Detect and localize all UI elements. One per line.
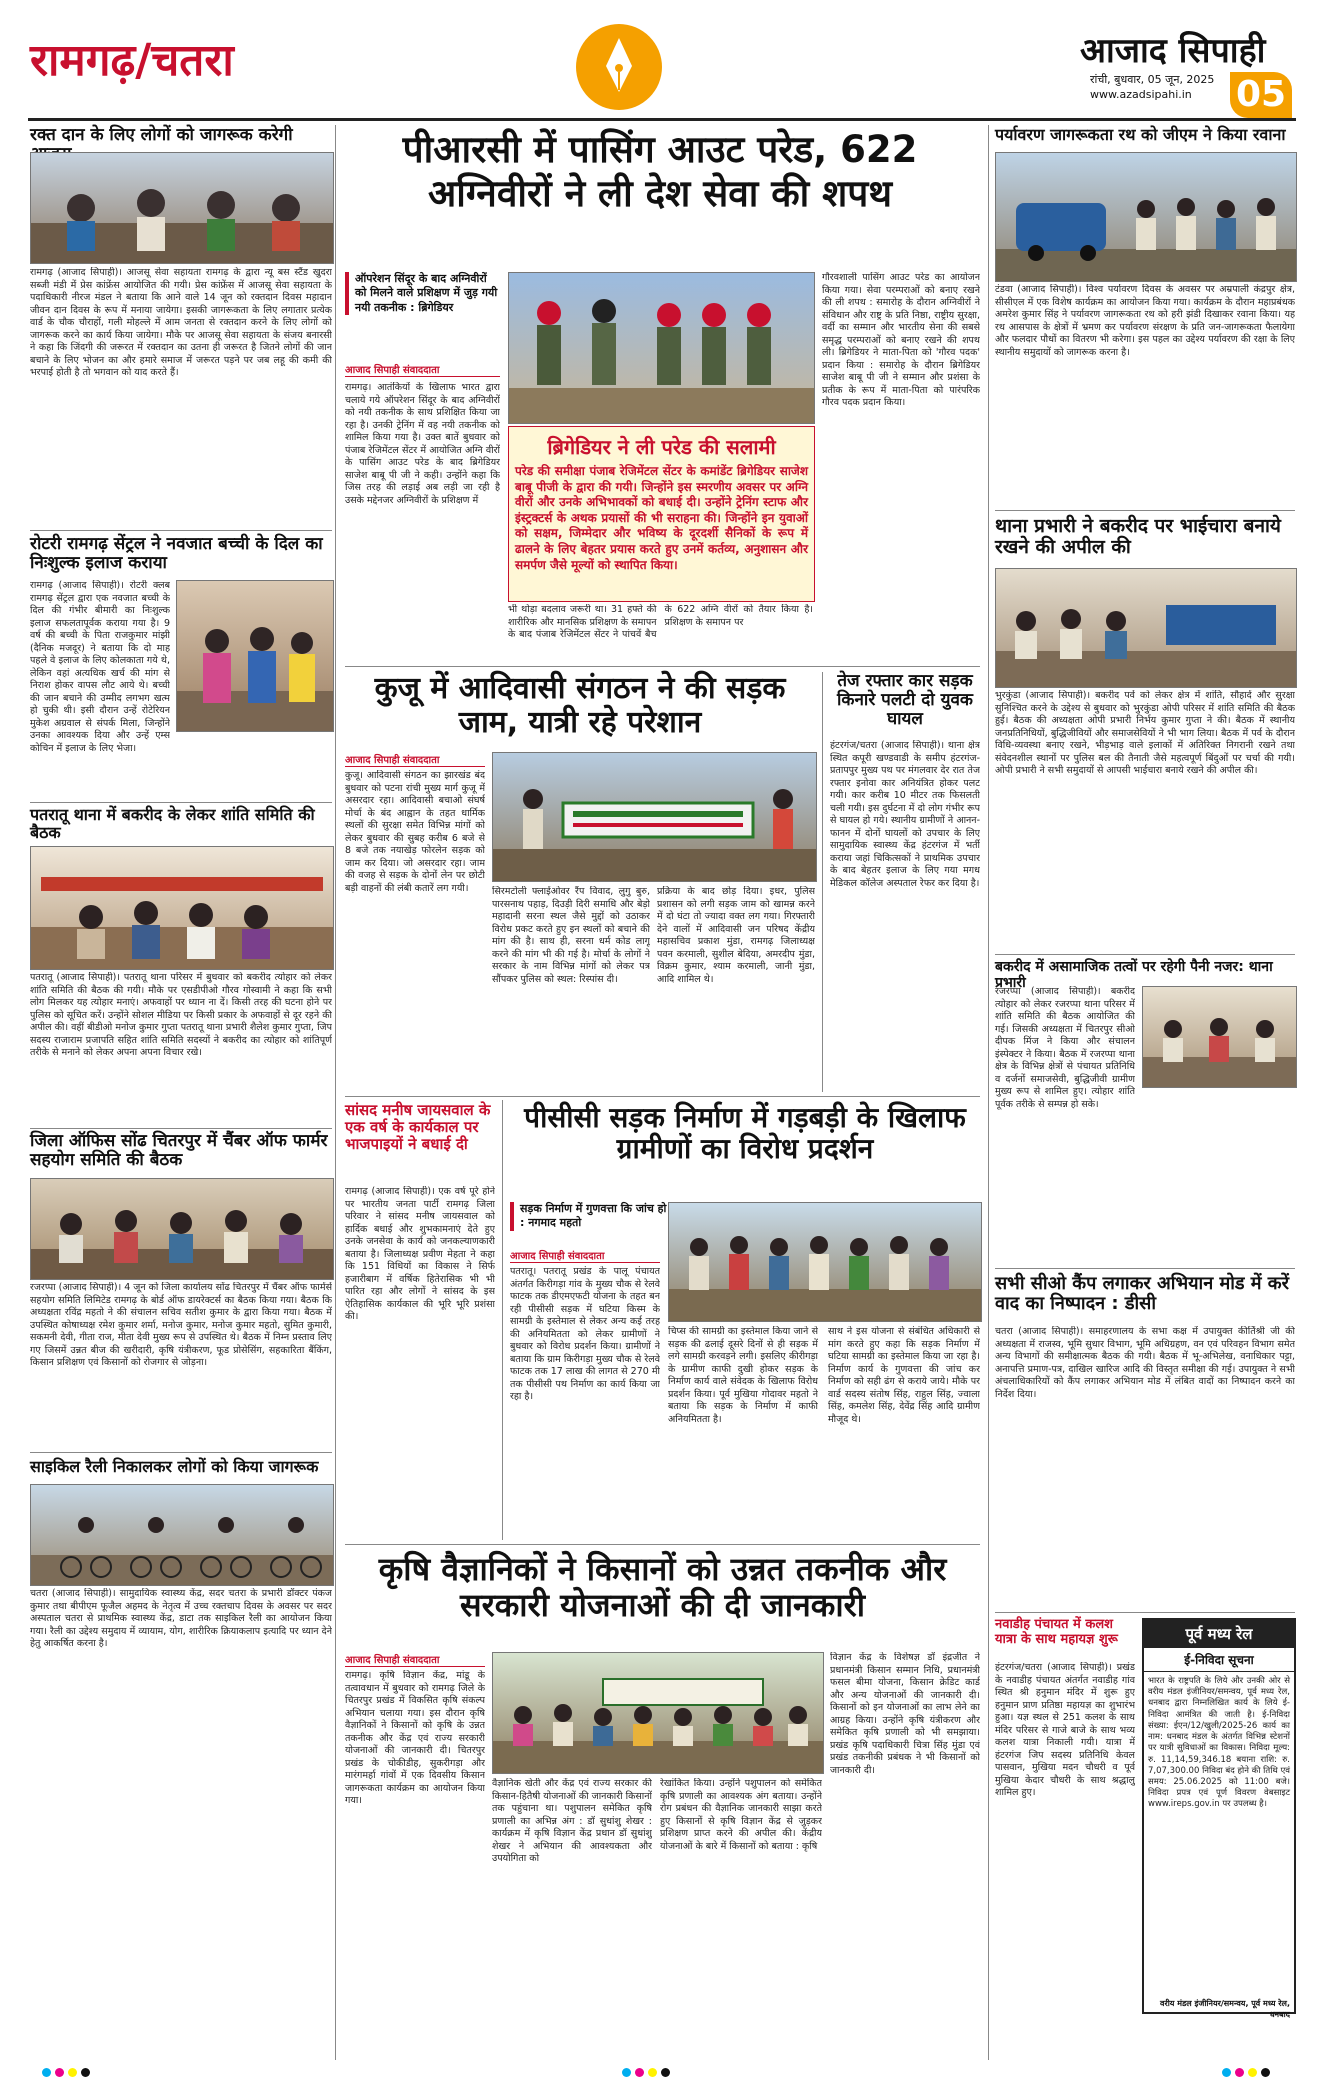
pcc-body-1: पतरातू। पतरातू प्रखंड के पालू पंचायत अंतर्गत किरीगड़ा गांव के मुख्य चौक से रेलवे फाटक तक डीएमएफटी योजना के तहत बन रही पीसीसी सड़क में घटिया किस्म के सामग्री के इस्तेमाल से लेकर अन्य कई तरह की अनियमितता को लेकर ग्रामीणों ने बुधवार को विरोध प्रदर्शन किया। ग्रामीणों ने बताया कि ग्राम किरीगड़ा मुख्य चौक से रेलवे फाटक तक 17 लाख की लागत से 270 मी तक पीसीसी पथ निर्माण का कार्य किया जा रहा है। [510,1266,660,1403]
col1-s5-body: चतरा (आजाद सिपाही)। सामुदायिक स्वास्थ्य केंद्र, सदर चतरा के प्रभारी डॉक्टर पंकज कुमार तथा बीपीएम फूजैल अहमद के नेतृत्व में उच्च रक्तचाप दिवस के अवसर पर सदर अस्पताल चतरा से प्राथमिक स्वास्थ्य केंद्र, डाटा तक साइकिल रैली का आयोजन किया गया। रैली का उद्देश्य समुदाय में व्यायाम, योग, शारीरिक क्रियाकलाप इत्यादि पर ध्यान देने हेतु आकर्षित करना है। [30,1588,332,1650]
mp-body: रामगढ़ (आजाद सिपाही)। एक वर्ष पूरे होने पर भारतीय जनता पार्टी रामगढ़ जिला परिवार ने सांसद मनीष जायसवाल को हार्दिक बधाई और शुभकामनाएं देते हुए उनके जनसेवा के कार्य को जनकल्याणकारी बताया है। जिलाध्यक्ष प्रवीण मेहता ने कहा कि 151 विधियों का विकास ने सिर्फ हजारीबाग में वर्षिक हितेरासिक भी भी पारित रहा और लोगों ने सांसद के इस ऐतिहासिक कार्यकाल की भूरि भूरि प्रशंसा की। [345,1186,495,1323]
kuju-body-3: प्रक्रिया के बाद छोड़ दिया। इधर, पुलिस प्रशासन को लगी सड़क जाम को खामन्न करने में दो घंटा तो ज्यादा वक्त लग गया। गिरफ्तारी देने वालों में आदिवासी जन परिषद केंद्रीय महासचिव प्रकाश मुंडा, रामगढ़ जिलाध्यक्ष पवन करमाली, सुशील बेदिया, अमरदीप मुंडा, विक्रम कुमार, श्याम करमाली, जानी मुंडा, आदि शामिल थे। [657,886,815,985]
kuju-byline: आजाद सिपाही संवाददाता [345,752,485,767]
print-registration-marks [620,2062,672,2081]
accident-headline: तेज रफ्तार कार सड़क किनारे पलटी दो युवक घायल [837,671,973,730]
column-rule [822,672,823,1092]
divider [345,1544,980,1545]
kuju-photo [492,752,817,882]
col1-s4-photo [30,1178,334,1280]
ad-body: भारत के राष्ट्रपति के लिये और उनकी ओर से वरीय मंडल इंजीनियर/समन्वय, पूर्व मध्य रेल, धनबाद द्वारा निम्नलिखित कार्य के लिये ई-निविदा आमंत्रित की जाती है। ई-निविदा संख्या: ईएन/12/खुली/2025-26 कार्य का नाम: धनबाद मंडल के अंतर्गत विभिन्न स्टेशनों पर यात्री सुविधाओं का विकास। निविदा मूल्य: रु. 11,14,59,346.18 बयाना राशि: रु. 7,07,300.00 निविदा बंद होने की तिथि एवं समय: 25.06.2025 को 11:00 बजे। निविदा प्रपत्र एवं पूर्ण विवरण वेबसाइट www.ireps.gov.in पर उपलब्ध है। [1148,1676,1290,1810]
lead-body-2: भी थोड़ा बदलाव जरूरी था। 31 हफ्ते की शारीरिक और मानसिक प्रशिक्षण के समापन के बाद पंजाब रेजिमेंटल सेंटर ने पांचवें बैच के 622 अग्नि वीरों को तैयार किया है। प्रशिक्षण के समापन पर [508,604,813,641]
col1-s4-headline: जिला ऑफिस सोंढ चितरपुर में चैंबर ऑफ फार्मर सहयोग समिति की बैठक [30,1131,328,1171]
col1-s1-headline: रक्त दान के लिए लोगों को जागरूक करेगी [30,125,293,145]
ad-org: पूर्व मध्य रेल [1144,1620,1294,1648]
pcc-byline: आजाद सिपाही संवाददाता [510,1248,660,1263]
col1-s1-body: रामगढ़ (आजाद सिपाही)। आजसू सेवा सहायता रामगढ़ के द्वारा न्यू बस स्टैंड खुदरा सब्जी मंडी में प्रेस कांफ्रेंस आयोजित की गयी। प्रेस कांफ्रेंस में आजसू सेवा सहायता के पदाधिकारी नीरज मंडल ने बताया कि आने वाले 14 जून को रक्तदान दिवस महादान जीवन दान दिवस के रूप में मनाया जायेगा। इसकी जागरूकता के लिए लगातार प्रत्येक वार्ड के चौक चौराहों, गली मोहल्ले में आम जनता से रक्तदान करने के लिए लोगों को जागरूक करने का कार्य किया जायेगा। मौके पर आजसू सेवा सहायता के संजय बनारसी ने कहा कि जिंदगी की जरूरत में रक्तदान का उतना ही जरूरत है जितने लोगों की जान बचाने के लिए भोजन का और हमारे समाज में जरूरत पड़ने पर जब लहू की कमी की भरपाई होती है तो भगवान को याद करते हैं। [30,267,332,379]
column-rule [335,125,336,2060]
agri-body-2: वैज्ञानिक खेती और केंद्र एवं राज्य सरकार की किसान-हितैषी योजनाओं की जानकारी किसानों तक पहुंचाना था। पशुपालन समेकित कृषि प्रणाली का अभिन्न अंग : डॉ सुधांशु शेखर : कार्यक्रम में कृषि विज्ञान केंद्र प्रधान डॉ सुधांशु शेखर ने अभियान की आवश्यकता और उपयोगिता को [492,1778,652,1865]
lead-caption-body: परेड की समीक्षा पंजाब रेजिमेंटल सेंटर के कमांडेंट ब्रिगेडियर साजेश बाबू पीजी के द्वारा की गयी। जिन्होंने इस स्मरणीय अवसर पर अग्नि वीरों और उनके अभिभावकों को बधाई दी। उन्होंने ट्रेनिंग स्टाफ और इंस्ट्रक्टर्स के अथक प्रयासों की भी सराहना की। जिन्होंने इन युवाओं को सक्षम, जिम्मेदार और भविष्य के दूरदर्शी सैनिकों के रूप में ढालने के लिए बेहतर प्रयास करते हुए उनमें कर्तव्य, अनुशासन और समर्पण जैसे मूल्यों को स्थापित किया। [515,464,808,572]
masthead-logo-nib [576,24,662,110]
date-line: रांची, बुधवार, 05 जून, 2025 [1090,73,1215,86]
col1-s5-photo [30,1484,334,1586]
page-number: 05 [1230,72,1292,118]
section-title: रामगढ़/चतरा [30,35,234,86]
lead-caption-title: ब्रिगेडियर ने ली परेड की सलामी [547,435,776,459]
lead-body-1: रामगढ़। आतंकियों के खिलाफ भारत द्वारा चलाये गये ऑपरेशन सिंदूर के बाद अग्निवीरों को नयी तकनीक के साथ प्रशिक्षित किया जा रहा है। उनकी ट्रेनिंग में वह नयी तकनीक को शामिल किया गया है। उक्त बातें बुधवार को पंजाब रेजिमेंटल सेंटर में आयोजित अग्नि वीरों के पासिंग आउट परेड के बाद ब्रिगेडियर साजेश बाबू पी जी ने कही। उन्होंने कहा कि जिस तरह की लड़ाई अब लड़ी जा रही है उसके मद्देनजर अग्निवीरों के प्रशिक्षण में [345,382,500,506]
divider [30,1128,332,1129]
col1-s3-headline: पतरातू थाना में बकरीद के लेकर शांति समिति की बैठक [30,805,315,842]
divider [995,510,1295,511]
print-registration-marks [40,2062,92,2081]
agri-byline: आजाद सिपाही संवाददाता [345,1652,485,1667]
divider [995,1268,1295,1269]
print-registration-marks [1220,2062,1272,2081]
accident-body: हंटरगंज/चतरा (आजाद सिपाही)। थाना क्षेत्र स्थित कपूरी खण्डवाडी के समीप हंटरगंज-प्रतापपुर मुख्य पथ पर मंगलवार देर रात तेज रफ्तार इनोवा कार अनियंत्रित होकर पलट गयी। कार करीब 10 मीटर तक फिसलती चली गयी। इस दुर्घटना में दो लोग गंभीर रूप से घायल हो गये। स्थानीय ग्रामीणों ने आनन-फानन में दोनों घायलों को उपचार के लिए सामुदायिक स्वास्थ्य केंद्र हंटरगंज में भर्ती कराया जहां चिकित्सकों ने प्राथमिक उपचार के बाद बेहतर इलाज के लिए गया मगध मेडिकल कॉलेज अस्पताल रेफर कर दिया है। [830,740,980,889]
right-s1-body: टंडवा (आजाद सिपाही)। विश्व पर्यावरण दिवस के अवसर पर अम्रपाली कंद्रपुर क्षेत्र, सीसीएल में एक विशेष कार्यक्रम का आयोजन किया गया। कार्यक्रम के दौरान महाप्रबंधक अमरेश कुमार सिंह ने पर्यावरण जागरूकता रथ को हरी झंडी दिखाकर रवाना किया। यह रथ आसपास के क्षेत्रों में भ्रमण कर पर्यावरण संरक्षण के प्रति जन-जागरूकता फैलायेगा और फलदार पौधों का वितरण भी करेगा। इस पहल का उद्देश्य पर्यावरण की रक्षा के लिए स्थानीय समुदायों को जागरूक करना है। [995,284,1295,358]
paper-name: आजाद सिपाही [1080,31,1266,71]
col1-s1-photo [30,152,334,264]
divider [30,530,332,531]
right-s5-headline: नवाडीह पंचायत में कलश यात्रा के साथ महायज्ञ शुरू [995,1617,1118,1647]
railway-tender-ad [1142,1618,1296,2019]
col1-s2-body: रामगढ़ (आजाद सिपाही)। रोटरी क्लब रामगढ़ सेंट्रल द्वारा एक नवजात बच्ची के दिल की गंभीर बीमारी का निःशुल्क इलाज सफलतापूर्वक कराया गया है। 9 वर्ष की बच्ची के पिता राजकुमार मांझी (दैनिक मजदूर) ने बताया कि दो माह पहले वे इलाज के लिए कोलकाता गये थे, लेकिन वहां अत्यधिक खर्च की मांग से निराश होकर वापस लौट आये थे। बच्ची की जान बचाने की उम्मीद लगभग खत्म हो चुकी थी। इसी दौरान उन्हें रोटेरियन मुकेश अग्रवाल से संपर्क मिला, जिन्होंने उनका आवश्यक दिया और उन्हें एम्स कोचिन में इलाज के लिए भेजा। [30,580,170,754]
column-rule [502,1100,503,1540]
right-s3-body: रजरप्पा (आजाद सिपाही)। बकरीद त्योहार को लेकर रजरप्पा थाना परिसर में शांति समिति की बैठक आयोजित की गई। जिसकी अध्यक्षता में चितरपुर सीओ दीपक मिंज ने किया और संचालन इंस्पेक्टर ने किया। बैठक में रजरप्पा थाना क्षेत्र के विभिन्न क्षेत्रों से पंचायत प्रतिनिधि व दर्जनों समाजसेवी, बुद्धिजीवी ग्रामीण मुख्य रूप से शामिल हुए। त्योहार शांति पूर्वक तरीके से सम्पन्न हो सके। [995,986,1135,1110]
kuju-headline: कुजू में आदिवासी संगठन ने की सड़क जाम, यात्री रहे परेशान [374,671,786,740]
right-s2-body: भुरकुंडा (आजाद सिपाही)। बकरीद पर्व को लेकर क्षेत्र में शांति, सौहार्द और सुरक्षा सुनिश्चित करने के उद्देश्य से बुधवार को भुरकुंडा ओपी परिसर में शांति समिति की बैठक हुई। बैठक की अध्यक्षता ओपी प्रभारी निर्भय कुमार गुप्ता ने की। बैठक में स्थानीय जनप्रतिनिधियों, बुद्धिजीवियों और समाजसेवियों ने भी भाग लिया। बैठक में पर्व के दौरान विधि-व्यवस्था बनाए रखने, भीड़भाड़ वाले इलाकों में अतिरिक्त निगरानी रखने तथा संवेदनशील स्थानों पर पुलिस बल की तैनाती जैसे महत्वपूर्ण बिंदुओं पर चर्चा की गयी। ओपी प्रभारी ने सभी समुदायों से आपसी भाईचारा बनाये रखने की अपील की। [995,690,1295,777]
col1-s3-photo [30,846,334,970]
col1-s2-photo [176,580,334,732]
col1-s4-body: रजरप्पा (आजाद सिपाही)। 4 जून को जिला कार्यालय सोंढ चितरपुर में चैंबर ऑफ फार्मर्स सहयोग समिति लिमिटेड रामगढ़ के बोर्ड ऑफ डायरेक्टर्स का बैठक किया गया। बैठक कि अध्यक्षता रविंद्र महतो ने की संचालन सचिव सतीश कुमार के द्वारा किया गया। बैठक में उपस्थित कोषाध्यक्ष रमेश कुमार शर्मा, मनोज कुमार, मनोज कुमार महतो, सुमित कुमारी, सकमनी देवी, गीता राज, मीता देवी मुख्य रूप से उपस्थित थे। बैठक में निम्न प्रस्ताव लिए गए जिसमें उन्नत बीज की खरीदारी, कृषि यंत्रीकरण, फूड प्रोसेसिंग, सहकारिता बैंकिंग, किसान प्रशिक्षण एवं किसानों को रोजगार से जोड़ना। [30,1282,332,1369]
right-s1-photo [995,152,1297,282]
pcc-photo [668,1202,982,1322]
lead-quote: ऑपरेशन सिंदूर के बाद अग्निवीरों को मिलने वाले प्रशिक्षण में जुड़ गयी नयी तकनीक : ब्रिगेडियर [345,272,500,315]
column-rule [988,125,989,2060]
pcc-quote: सड़क निर्माण में गुणवत्ता कि जांच हो : नगमाद महतो [510,1202,670,1231]
kuju-body-2: सिरमटोली फ्लाईओवर रैंप विवाद, लुगु बुरु, पारसनाथ पहाड़, दिउड़ी दिरी समाधि और बेड़ो महादानी सरना स्थल जैसे मुद्दों को उठाकर विरोध प्रकट करते हुए इन स्थलों को बचाने की मांग की है। साथ ही, सरना धर्म कोड लागू करने की मांग भी की गई है। मोर्चा के लोगों ने सरकार के नाम विभिन्न मांगों को लेकर पत्र सौंपकर पुलिस को स्थल: रिस्पांस दी। [492,886,650,985]
website: www.azadsipahi.in [1090,88,1192,101]
divider [30,1452,332,1453]
right-s4-headline: सभी सीओ कैंप लगाकर अभियान मोड में करें वाद का निष्पादन : डीसी [995,1273,1289,1315]
col1-s3-body: पतरातू (आजाद सिपाही)। पतरातू थाना परिसर में बुधवार को बकरीद त्योहार को लेकर शांति समिति की बैठक की गयी। मौके पर एसडीपीओ गौरव गोस्वामी ने कहा कि सभी लोग मिलकर यह त्योहार मनाएं। अफवाहों पर ध्यान ना दें। किसी तरह की घटना होने पर पुलिस को सूचित करें। उन्होंने सोशल मीडिया पर किसी प्रकार के अफवाहों से दूर रहने की अपील की। वहीं बीडीओ मनोज कुमार गुप्ता पतरातू थाना प्रभारी शैलेश कुमार गुप्ता, जिप सदस्य राजाराम प्रजापति सहित शांति समिति सदस्यों ने बकरीद का त्योहार को शांतिपूर्ण तरीके से मनाने को लेकर अपना अपना विचार रखे। [30,972,332,1059]
agri-photo [492,1652,824,1774]
divider [345,1096,980,1097]
right-s1-headline: पर्यावरण जागरूकता रथ को जीएम ने किया रवाना [995,125,1286,144]
agri-body-1: रामगढ़। कृषि विज्ञान केंद्र, मांडू के तत्वावधान में बुधवार को रामगढ़ जिले के चितरपुर प्रखंड में विकसित कृषि संकल्प अभियान चलाया गया। इस दौरान कृषि वैज्ञानिकों ने किसानों को कृषि के उन्नत तकनीक और केंद्र एवं राज्य सरकारी योजनाओं की जानकारी दी। चितरपुर प्रखंड के चोकीडीह, सुकरीगड़ा और मारंगमर्हा गांवों में एक दिवसीय किसान जागरूकता कार्यक्रम का आयोजन किया गया। [345,1670,485,1807]
divider [995,1612,1295,1613]
right-s2-photo [995,568,1297,688]
agri-headline: कृषि वैज्ञानिकों ने किसानों को उन्नत तकनीक और सरकारी योजनाओं की दी जानकारी [378,1550,947,1624]
pcc-body-2: चिप्स की सामग्री का इस्तेमाल किया जाने से सड़क की ढलाई दूसरे दिनों से ही सड़क में लगे सामग्री करवड़ने लगी। इसलिए कीरीगड़ा के ग्रामीण काफी दुखी होकर सड़क के निर्माण कार्य वाले संवेदक के खिलाफ विरोध प्रदर्शन किया। पूर्व मुखिया गोदावर महतो ने बताया कि सड़क के निर्माण में काफी अनियमितता है। [668,1326,818,1425]
pcc-body-3: साथ ने इस योजना से संबंधित अधिकारी से मांग करते हुए कहा कि सड़क निर्माण में घटिया सामग्री का इस्तेमाल किया जा रहा है। निर्माण कार्य के गुणवत्ता की जांच कर निर्माण को सही ढंग से कराये जाये। मौके पर वार्ड सदस्य संतोष सिंह, राहुल सिंह, ज्वाला सिंह, कमलेश सिंह, देवेंद्र सिंह आदि ग्रामीण मौजूद थे। [828,1326,980,1425]
ad-footer: वरीय मंडल इंजीनियर/समन्वय, पूर्व मध्य रेल, धनबाद [1160,1999,1290,2019]
lead-caption-box [508,426,815,602]
col1-s5-headline: साइकिल रैली निकालकर लोगों को किया जागरूक [30,1457,319,1476]
lead-byline: आजाद सिपाही संवाददाता [345,362,500,377]
right-s2-headline: थाना प्रभारी ने बकरीद पर भाईचारा बनाये रखने की अपील की [995,515,1281,559]
right-s3-photo [1142,986,1297,1088]
ad-title: ई-निविदा सूचना [1144,1648,1294,1672]
lead-photo [508,272,815,424]
masthead-rule [28,118,1296,121]
lead-headline: पीआरसी में पासिंग आउट परेड, 622 अग्निवीरों ने ली देश सेवा की शपथ [402,128,918,215]
mp-headline: सांसद मनीष जायसवाल के एक वर्ष के कार्यकाल पर भाजपाइयों ने बधाई दी [345,1101,491,1153]
agri-body-4: विज्ञान केंद्र के विशेषज्ञ डॉ इंद्रजीत ने प्रधानमंत्री किसान सम्मान निधि, प्रधानमंत्री फसल बीमा योजना, किसान क्रेडिट कार्ड और अन्य योजनाओं की जानकारी दी। किसानों को इन योजनाओं का लाभ लेने का आग्रह किया। उन्होंने कृषि यंत्रीकरण और समेकित कृषि प्रणाली को भी समझाया। प्रखंड कृषि पदाधिकारी चित्रा सिंह मुंडा एवं प्रखंड तकनीकी प्रबंधक ने भी किसानों को जानकारी दी। [830,1652,980,1776]
col1-s2-headline: रोटरी रामगढ़ सेंट्रल ने नवजात बच्ची के दिल का निःशुल्क इलाज कराया [30,534,323,574]
lead-body-3: गौरवशाली पासिंग आउट परेड का आयोजन किया गया। सेवा परम्पराओं को बनाए रखने की ली शपथ : समारोह के दौरान अग्निवीरों ने संविधान और राष्ट्र के प्रति निष्ठा, राष्ट्रीय सुरक्षा, वर्दी का सम्मान और भारतीय सेना की सबसे समृद्ध परम्पराओं को बनाए रखने की शपथ ली। ब्रिगेडियर ने माता-पिता को 'गौरव पदक' प्रदान किया : समारोह के दौरान ब्रिगेडियर साजेश बाबू पी जी ने सम्मान और प्रशंसा के प्रतीक के रूप में माता-पिता को पारंपरिक गौरव पदक प्रदान किया। [822,272,980,409]
divider [345,666,980,667]
right-s4-body: चतरा (आजाद सिपाही)। समाहरणालय के सभा कक्ष में उपायुक्त कीर्तिश्री जी की अध्यक्षता में राजस्व, भूमि सुधार विभाग, भूमि अधिग्रहण, वन एवं परिवहन विभाग समेत अन्य विभागों की समीक्षात्मक बैठक की गयी। बैठक में भू-अभिलेख, वनाधिकार पट्टा, अनापत्ति प्रमाण-पत्र, दाखिल खारिज आदि की विस्तृत समीक्षा की गई। उपायुक्त ने सभी अंचलाधिकारियों को कैंप लगाकर अभियान मोड में लंबित वादों का निष्पादन करने का निर्देश दिया। [995,1326,1295,1400]
right-s3-headline: बकरीद में असामाजिक तत्वों पर रहेगी पैनी नजर: थाना प्रभारी [995,959,1273,991]
divider [995,954,1295,955]
divider [30,802,332,803]
right-s5-body: हंटरगंज/चतरा (आजाद सिपाही)। प्रखंड के नवाडीह पंचायत अंतर्गत नवाडीह गांव स्थित श्री हनुमान मंदिर में शुरू हुए हनुमान प्राण प्रतिष्ठा महायज्ञ का शुभारंभ हुआ। यज्ञ स्थल से 251 कलश के साथ मंदिर परिसर से गाजे बाजे के साथ भव्य कलश यात्रा निकाली गयी। यात्रा में हंटरगंज जिप सदस्य प्रतिनिधि केवल पासवान, मुखिया मदन चौधरी व पूर्व मुखिया केदार चौधरी के साथ श्रद्धालु शामिल हुए। [995,1662,1135,1799]
agri-body-3: रेखांकित किया। उन्होंने पशुपालन को समेकित कृषि प्रणाली का आवश्यक अंग बताया। उन्होंने रोग प्रबंधन की वैज्ञानिक जानकारी साझा करते हुए किसानों से कृषि विज्ञान केंद्र से जुड़कर प्रशिक्षण प्राप्त करने की अपील की। केंद्रीय योजनाओं के बारे में किसानों को बताया : कृषि [660,1778,822,1852]
kuju-body-1: कुजू। आदिवासी संगठन का झारखंड बंद बुधवार को पटना रांची मुख्य मार्ग कुजू में असरदार रहा। आदिवासी बचाओ संघर्ष मोर्चा के बंद आह्वान के तहत धार्मिक स्थलों की सुरक्षा समेत विभिन्न मांगों को लेकर बुधवार की सुबह करीब 6 बजे से 8 बजे तक नयाखेड़ फोरलेन सड़क को जाम कर दिया। जो असरदार रहा। जाम की वजह से सड़क के दोनों लेन पर छोटी बड़ी वाहनों की लंबी कतारें लग गयी। [345,770,485,894]
pcc-headline: पीसीसी सड़क निर्माण में गड़बड़ी के खिलाफ ग्रामीणों का विरोध प्रदर्शन [524,1101,966,1166]
